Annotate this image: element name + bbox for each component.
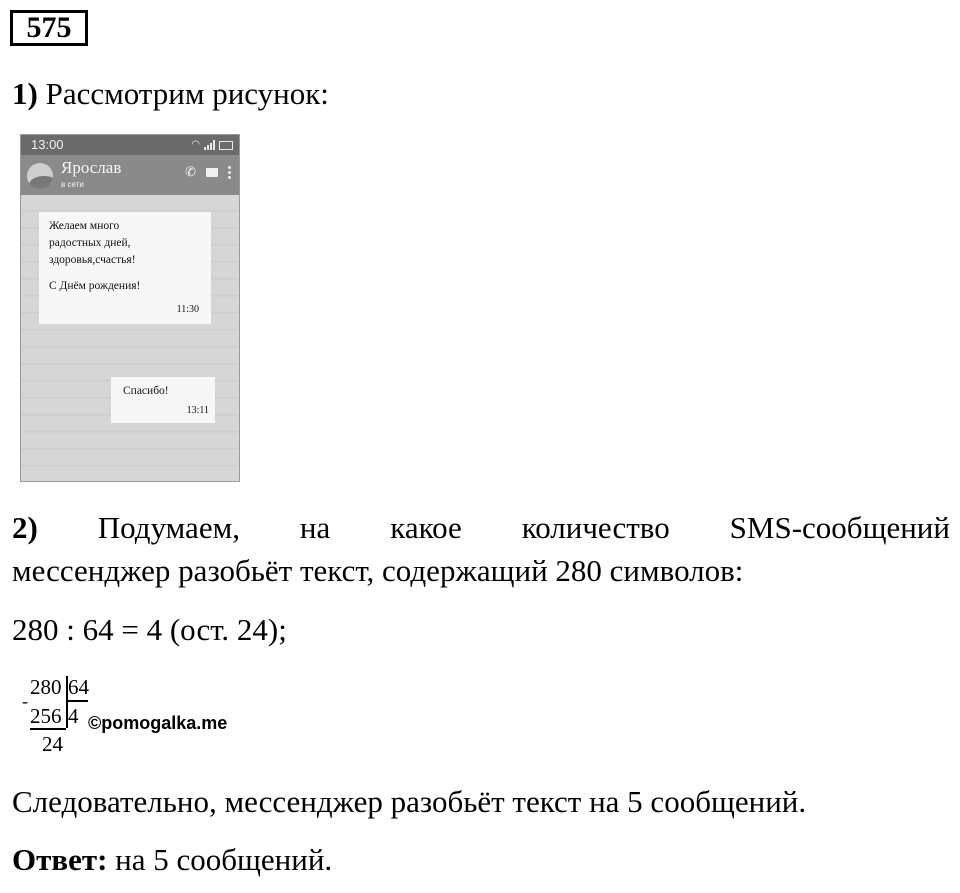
division-product: 256	[30, 704, 62, 728]
step2-label: 2)	[12, 510, 38, 545]
contact-presence: в сети	[61, 180, 84, 189]
phone-status-bar	[21, 135, 239, 155]
signal-icon	[204, 140, 215, 150]
message-line: С Днём рождения!	[49, 280, 141, 292]
status-icons	[191, 135, 233, 155]
step1-label: 1)	[12, 76, 38, 111]
message-time: 11:30	[176, 304, 199, 315]
division-divisor-underline	[66, 700, 88, 702]
phone-status-time: 13:00	[31, 137, 64, 152]
division-product-underline	[30, 728, 66, 730]
more-options-icon	[228, 166, 231, 179]
step2-line2: мессенджер разобьёт текст, содержащий 280 символов:	[12, 553, 744, 588]
step2-word: какое	[390, 510, 462, 545]
chat-header	[21, 155, 239, 195]
message-line: Спасибо!	[123, 385, 169, 397]
answer-label: Ответ:	[12, 842, 108, 877]
wifi-icon: ◠	[191, 139, 200, 150]
step2-line1	[12, 510, 950, 546]
step2-word: Подумаем,	[97, 510, 240, 545]
step1-text: Рассмотрим рисунок:	[45, 76, 329, 111]
division-remainder: 24	[42, 732, 63, 756]
watermark: ©pomogalka.me	[88, 713, 228, 733]
division-dividend: 280	[30, 675, 62, 699]
step1-line	[12, 76, 329, 112]
conclusion: Следовательно, мессенджер разобьёт текст на 5 сообщений.	[12, 784, 807, 819]
phone-call-icon: ✆	[185, 165, 196, 180]
division-quotient: 4	[68, 704, 79, 728]
battery-icon	[219, 141, 233, 150]
message-line: здоровья,счастья!	[49, 254, 136, 266]
step2-word: количество	[521, 510, 670, 545]
problem-number: 575	[10, 10, 88, 46]
avatar	[27, 163, 53, 189]
message-time: 13:11	[186, 405, 209, 416]
message-line: Желаем много	[49, 220, 120, 232]
message-line: радостных дней,	[49, 237, 131, 249]
equation: 280 : 64 = 4 (ост. 24);	[12, 612, 287, 647]
video-call-icon	[206, 168, 218, 177]
message-bubble-incoming	[39, 212, 211, 324]
answer-text: на 5 сообщений.	[115, 842, 333, 877]
answer-line	[12, 842, 332, 878]
division-vertical-line	[66, 676, 68, 728]
message-bubble-reply	[111, 377, 215, 423]
step2-word: на	[299, 510, 331, 545]
division-minus: -	[22, 691, 28, 711]
phone-screenshot	[20, 134, 240, 482]
contact-name: Ярослав	[61, 158, 122, 177]
step2-word: SMS-сообщений	[729, 510, 950, 545]
division-divisor: 64	[68, 675, 89, 699]
